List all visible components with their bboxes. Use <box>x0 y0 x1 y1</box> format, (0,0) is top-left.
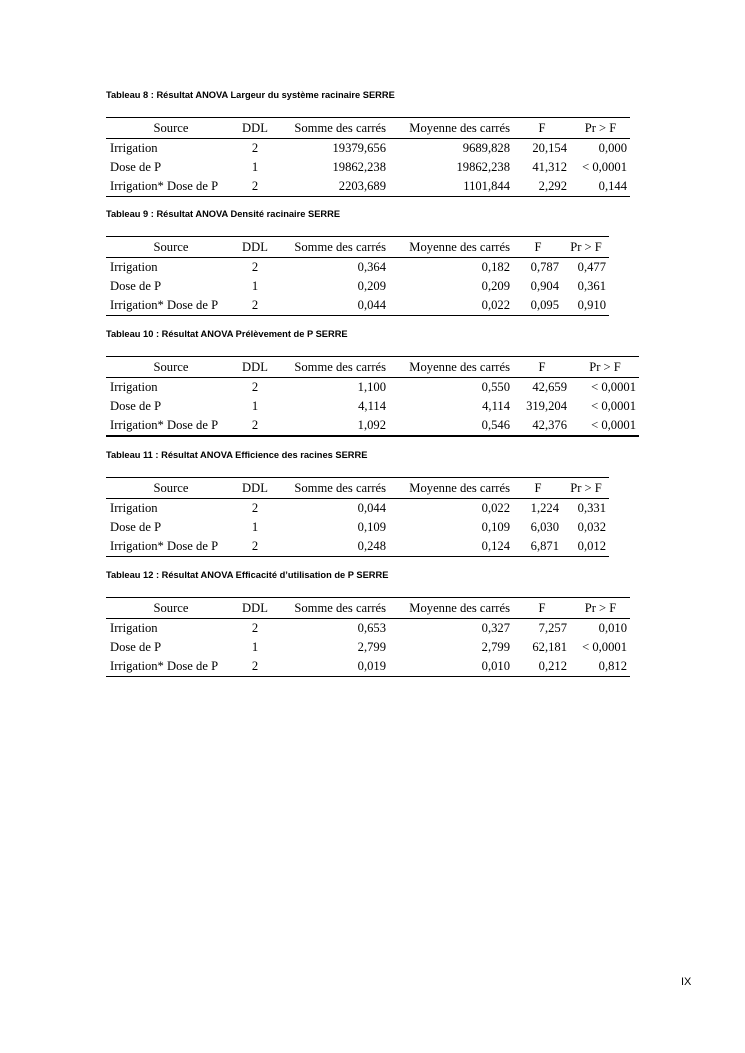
cell-mean-squares: 0,022 <box>481 501 510 515</box>
cell-mean-squares: 0,182 <box>481 260 510 274</box>
cell-f: 1,224 <box>530 501 559 515</box>
header-sum-squares: Somme des carrés <box>274 118 389 139</box>
cell-f: 0,904 <box>530 279 559 293</box>
header-f: F <box>513 118 571 139</box>
cell-mean-squares: 19862,238 <box>456 160 510 174</box>
cell-f: 20,154 <box>532 141 567 155</box>
cell-p: < 0,0001 <box>582 640 627 654</box>
cell-sum-squares: 0,109 <box>357 520 386 534</box>
table-row <box>106 657 630 677</box>
cell-sum-squares: 0,044 <box>357 501 386 515</box>
cell-ddl: 2 <box>251 621 259 635</box>
cell-ddl: 2 <box>251 260 259 274</box>
cell-mean-squares: 0,124 <box>481 539 510 553</box>
cell-f: 319,204 <box>526 399 567 413</box>
header-ddl: DDL <box>236 598 274 619</box>
header-sum-squares: Somme des carrés <box>274 237 389 258</box>
header-f: F <box>513 478 563 499</box>
table-caption: Tableau 11 : Résultat ANOVA Efficience des racines SERRE <box>106 450 368 460</box>
cell-ddl: 2 <box>251 141 259 155</box>
cell-p: < 0,0001 <box>582 160 627 174</box>
cell-f: 62,181 <box>532 640 567 654</box>
cell-source: Irrigation* Dose de P <box>110 539 219 553</box>
cell-mean-squares: 1101,844 <box>463 179 510 193</box>
header-ddl: DDL <box>236 118 274 139</box>
cell-sum-squares: 0,653 <box>357 621 386 635</box>
header-f: F <box>513 237 563 258</box>
cell-source: Irrigation <box>110 380 158 394</box>
header-source: Source <box>106 237 236 258</box>
cell-mean-squares: 0,109 <box>481 520 510 534</box>
table-row <box>106 158 630 177</box>
table-row <box>106 537 609 557</box>
header-source: Source <box>106 598 236 619</box>
cell-p: < 0,0001 <box>591 399 636 413</box>
cell-source: Dose de P <box>110 640 162 654</box>
header-ddl: DDL <box>236 237 274 258</box>
header-p: Pr > F <box>571 357 639 378</box>
table-row <box>106 277 609 296</box>
cell-sum-squares: 4,114 <box>358 399 386 413</box>
table-header-row <box>106 357 639 378</box>
cell-p: 0,012 <box>577 539 606 553</box>
cell-mean-squares: 0,010 <box>481 659 510 673</box>
cell-sum-squares: 1,100 <box>357 380 386 394</box>
cell-source: Irrigation <box>110 501 158 515</box>
cell-sum-squares: 2,799 <box>357 640 386 654</box>
cell-ddl: 2 <box>251 659 259 673</box>
header-p: Pr > F <box>571 598 630 619</box>
anova-table <box>106 597 630 677</box>
cell-ddl: 1 <box>251 399 259 413</box>
cell-mean-squares: 0,546 <box>481 418 510 432</box>
table-header-row <box>106 478 609 499</box>
table-header-row <box>106 118 630 139</box>
table-row <box>106 397 639 416</box>
cell-sum-squares: 0,248 <box>357 539 386 553</box>
cell-source: Irrigation <box>110 621 158 635</box>
header-sum-squares: Somme des carrés <box>274 598 389 619</box>
cell-ddl: 2 <box>251 501 259 515</box>
header-p: Pr > F <box>563 237 609 258</box>
cell-source: Dose de P <box>110 160 162 174</box>
cell-p: 0,000 <box>598 141 627 155</box>
table-header-row <box>106 598 630 619</box>
cell-f: 0,787 <box>530 260 559 274</box>
cell-f: 0,212 <box>538 659 567 673</box>
header-p: Pr > F <box>571 118 630 139</box>
header-sum-squares: Somme des carrés <box>274 357 389 378</box>
table-row <box>106 619 630 639</box>
cell-mean-squares: 4,114 <box>482 399 510 413</box>
table-row <box>106 499 609 519</box>
header-source: Source <box>106 118 236 139</box>
header-f: F <box>513 357 571 378</box>
cell-ddl: 1 <box>251 640 259 654</box>
cell-source: Irrigation <box>110 260 158 274</box>
cell-p: 0,144 <box>598 179 627 193</box>
cell-ddl: 2 <box>251 380 259 394</box>
table-caption: Tableau 12 : Résultat ANOVA Efficacité d’utilisation de P SERRE <box>106 570 389 580</box>
page-number: IX <box>681 976 692 988</box>
header-ddl: DDL <box>236 357 274 378</box>
cell-f: 7,257 <box>538 621 567 635</box>
cell-ddl: 2 <box>251 418 259 432</box>
cell-f: 2,292 <box>538 179 567 193</box>
header-f: F <box>513 598 571 619</box>
cell-sum-squares: 2203,689 <box>338 179 386 193</box>
table-caption: Tableau 9 : Résultat ANOVA Densité racinaire SERRE <box>106 209 341 219</box>
table-row <box>106 518 609 537</box>
header-mean-squares: Moyenne des carrés <box>389 237 513 258</box>
cell-p: 0,361 <box>577 279 606 293</box>
header-source: Source <box>106 478 236 499</box>
header-mean-squares: Moyenne des carrés <box>389 478 513 499</box>
cell-p: 0,032 <box>577 520 606 534</box>
cell-sum-squares: 1,092 <box>357 418 386 432</box>
cell-ddl: 1 <box>251 520 259 534</box>
table-row <box>106 177 630 197</box>
table-row <box>106 416 639 436</box>
cell-p: 0,477 <box>577 260 606 274</box>
header-mean-squares: Moyenne des carrés <box>389 118 513 139</box>
header-p: Pr > F <box>563 478 609 499</box>
cell-p: 0,910 <box>577 298 606 312</box>
table-row <box>106 139 630 159</box>
anova-table <box>106 477 609 557</box>
cell-mean-squares: 9689,828 <box>462 141 510 155</box>
header-ddl: DDL <box>236 478 274 499</box>
cell-mean-squares: 0,327 <box>481 621 510 635</box>
cell-sum-squares: 19862,238 <box>332 160 386 174</box>
cell-f: 0,095 <box>530 298 559 312</box>
cell-ddl: 1 <box>251 279 259 293</box>
cell-f: 6,871 <box>530 539 559 553</box>
cell-mean-squares: 0,022 <box>481 298 510 312</box>
cell-f: 41,312 <box>532 160 567 174</box>
cell-p: 0,331 <box>577 501 606 515</box>
table-row <box>106 638 630 657</box>
cell-source: Irrigation <box>110 141 158 155</box>
table-row <box>106 378 639 398</box>
cell-ddl: 2 <box>251 179 259 193</box>
cell-p: < 0,0001 <box>591 418 636 432</box>
cell-f: 42,376 <box>532 418 567 432</box>
header-mean-squares: Moyenne des carrés <box>389 598 513 619</box>
cell-source: Dose de P <box>110 279 162 293</box>
header-mean-squares: Moyenne des carrés <box>389 357 513 378</box>
cell-ddl: 2 <box>251 539 259 553</box>
cell-source: Irrigation* Dose de P <box>110 298 219 312</box>
cell-source: Dose de P <box>110 399 162 413</box>
cell-f: 42,659 <box>532 380 567 394</box>
cell-ddl: 1 <box>251 160 259 174</box>
cell-sum-squares: 0,044 <box>357 298 386 312</box>
cell-mean-squares: 0,209 <box>481 279 510 293</box>
table-caption: Tableau 10 : Résultat ANOVA Prélèvement de P SERRE <box>106 329 348 339</box>
cell-sum-squares: 0,209 <box>357 279 386 293</box>
header-source: Source <box>106 357 236 378</box>
table-row <box>106 258 609 278</box>
anova-table <box>106 356 639 437</box>
table-header-row <box>106 237 609 258</box>
cell-p: 0,010 <box>598 621 627 635</box>
cell-f: 6,030 <box>530 520 559 534</box>
cell-ddl: 2 <box>251 298 259 312</box>
cell-source: Irrigation* Dose de P <box>110 418 219 432</box>
cell-source: Irrigation* Dose de P <box>110 179 219 193</box>
table-caption: Tableau 8 : Résultat ANOVA Largeur du système racinaire SERRE <box>106 90 395 100</box>
anova-table <box>106 117 630 197</box>
cell-mean-squares: 2,799 <box>481 640 510 654</box>
table-row <box>106 296 609 316</box>
cell-p: 0,812 <box>598 659 627 673</box>
cell-source: Dose de P <box>110 520 162 534</box>
header-sum-squares: Somme des carrés <box>274 478 389 499</box>
cell-p: < 0,0001 <box>591 380 636 394</box>
anova-table <box>106 236 609 316</box>
cell-sum-squares: 19379,656 <box>332 141 386 155</box>
cell-source: Irrigation* Dose de P <box>110 659 219 673</box>
cell-sum-squares: 0,019 <box>357 659 386 673</box>
cell-sum-squares: 0,364 <box>357 260 386 274</box>
cell-mean-squares: 0,550 <box>481 380 510 394</box>
